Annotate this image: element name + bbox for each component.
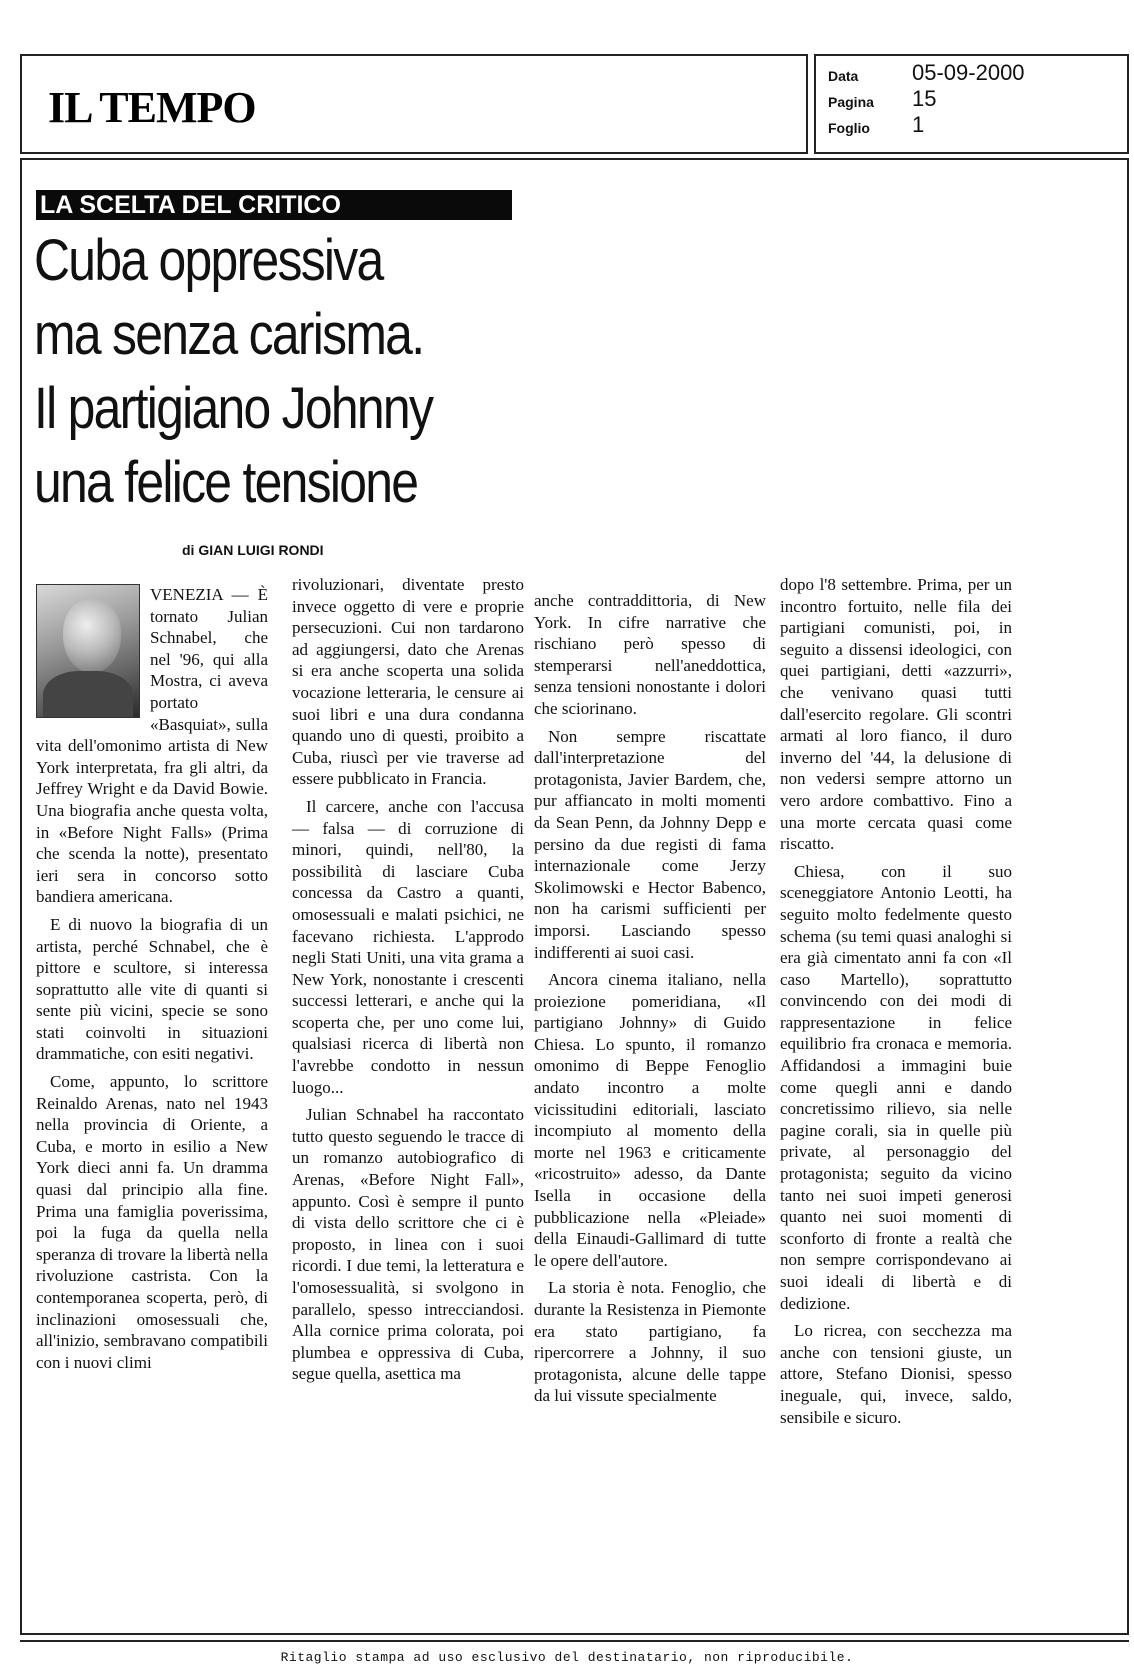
section-kicker: LA SCELTA DEL CRITICO xyxy=(36,190,512,220)
byline: di GIAN LUIGI RONDI xyxy=(182,542,324,558)
article-column-3 xyxy=(534,590,766,1413)
meta-value: 05-09-2000 xyxy=(912,60,1025,85)
paragraph: VENEZIA — È tornato Julian Schnabel, che nel '96, qui alla Mostra, ci aveva portato «Basquiat», sulla vita dell'omonimo artista di New York interpretata, fra gli altri, da Jeffrey Wright e da David Bowie. Una biografia anche questa volta, in «Before Night Falls» (Prima che scenda la notte), presentato ieri sera in concorso sotto bandiera americana. xyxy=(36,585,268,907)
article-column-1 xyxy=(36,584,268,1379)
article xyxy=(20,158,1129,1635)
meta-row-page xyxy=(828,84,1118,112)
paragraph: anche contraddittoria, di New York. In cifre narrative che rischiano però spesso di stemperarsi nell'aneddottica, senza tensioni nonostante i dolori che sciorinano. xyxy=(534,591,766,718)
portrait-head-shape xyxy=(63,599,121,673)
meta-label: Foglio xyxy=(828,120,870,136)
paragraph: Chiesa, con il suo sceneggiatore Antonio Leotti, ha seguito molto fedelmente questo schema (su temi quasi analoghi si era già cimentato anni fa con «Il caso Martello), soprattutto convincendo con dei modi di rappresentazione in felice equilibrio fra cronaca e memoria. Affidandosi a immagini buie come quegli anni e dando concretissimo rilievo, sia nelle pagine corali, sia in quelle più private, al personaggio del protagonista; seguito da vicino tanto nei suoi impeti generosi quanto nei suoi momenti di sconforto di fronte a realtà che non sempre corrispondevano ai suoi ideali di libertà e di dedizione. xyxy=(780,861,1012,1313)
paragraph: rivoluzionari, diventate presto invece oggetto di vere e proprie persecuzioni. Cui non tardarono ad aggiungersi, dato che Arenas si era anche scoperta una solida vocazione letteraria, le censure ai suoi libri e una dura condanna quando uno di questi, proibito a Cuba, riuscì per vie traverse ad essere pubblicato in Francia. xyxy=(292,575,524,789)
article-column-4 xyxy=(780,574,1012,1434)
meta-value: 1 xyxy=(912,112,925,137)
paragraph: Julian Schnabel ha raccontato tutto questo seguendo le tracce di un romanzo autobiografico di Arenas, «Before Night Fall», appunto. Così è sempre il punto di vista dello scrittore che ci è proposto, in linea con i suoi ricordi. I due temi, la letteratura e l'omosessualità, si svolgono in parallelo, spesso intrecciandosi. Alla cornice prima colorata, poi plumbea e oppressiva di Cuba, segue quella, asettica ma xyxy=(292,1105,524,1384)
paragraph: Il carcere, anche con l'accusa — falsa — di corruzione di minori, quindi, nell'80, la possibilità di lasciare Cuba concessa da Castro a quanti, omosessuali e malati psichici, ne facevano richiesta. L'approdo negli Stati Uniti, una vita grama a New York, nonostante i crescenti successi letterari, e anche qui la scoperta che, per uno come lui, qualsiasi ricerca di libertà non l'avrebbe condotto in nessun luogo... xyxy=(292,796,524,1097)
paragraph: La storia è nota. Fenoglio, che durante la Resistenza in Piemonte era stato partigiano, fa ripercorrere a Johnny, il suo protagonista, alcune delle tappe da lui vissute specialmente xyxy=(534,1278,766,1406)
article-column-2 xyxy=(292,574,524,1391)
masthead-box xyxy=(20,54,808,154)
clipping-disclaimer: Ritaglio stampa ad uso esclusivo del destinatario, non riproducibile. xyxy=(280,1650,854,1665)
portrait-body-shape xyxy=(43,671,133,718)
paragraph: E di nuovo la biografia di un artista, perché Schnabel, che è pittore e scultore, si interessa soprattutto alle vite di quanti si sente più vicini, specie se sono stati coinvolti in situazioni drammatiche, con esiti negativi. xyxy=(36,914,268,1064)
headline-line: Il partigiano Johnny xyxy=(34,376,433,441)
paragraph: Come, appunto, lo scrittore Reinaldo Arenas, nato nel 1943 nella provincia di Oriente, a Cuba, e morto in esilio a New York dieci anni fa. Un dramma quasi dal principio alla fine. Prima una famiglia poverissima, poi la fuga da quella nella speranza di trovare la libertà nella rivoluzione castrista. Con la contemporanea scoperta, però, di inclinazioni omosessuali che, all'inizio, sembravano compatibili con i nuovi climi xyxy=(36,1072,268,1372)
headline xyxy=(34,224,516,520)
paragraph: Ancora cinema italiano, nella proiezione pomeridiana, «Il partigiano Johnny» di Guido Chiesa. Lo spunto, il romanzo omonimo di Beppe Fenoglio andato incontro a molte vicissitudini editoriali, lasciato incompiuto al momento della morte nel 1963 e criticamente «ricostruito» adesso, da Dante Isella in occasione della pubblicazione nella «Pleiade» della Einaudi-Gallimard di tutte le opere dell'autore. xyxy=(534,970,766,1270)
headline-line: ma senza carisma. xyxy=(34,302,424,367)
meta-label: Data xyxy=(828,68,859,84)
meta-value: 15 xyxy=(912,86,937,111)
newspaper-masthead: IL TEMPO xyxy=(48,83,256,132)
clipping-meta-box xyxy=(814,54,1129,154)
headline-line: Cuba oppressiva xyxy=(34,228,383,293)
footer-divider xyxy=(20,1640,1129,1642)
meta-label: Pagina xyxy=(828,94,874,110)
headline-line: una felice tensione xyxy=(34,450,418,515)
paragraph: Non sempre riscattate dall'interpretazione del protagonista, Javier Bardem, che, pur affiancato in molti momenti da Sean Penn, da Johnny Depp e persino da due registi di fama internazionale come Jerzy Skolimowski e Hector Babenco, non ha carismi sufficienti per imporsi. Lasciando spesso indifferenti ai suoi casi. xyxy=(534,726,766,962)
paragraph: Lo ricrea, con secchezza ma anche con tensioni giuste, un attore, Stefano Dionisi, spesso ineguale, qui, invece, saldo, sensibile e sicuro. xyxy=(780,1321,1012,1427)
author-portrait-photo xyxy=(36,584,140,718)
meta-row-sheet xyxy=(828,110,1118,138)
meta-row-date xyxy=(828,58,1118,86)
paragraph: dopo l'8 settembre. Prima, per un incontro fortuito, nelle fila dei partigiani comunisti, poi, in seguito a dissensi ideologici, con quei partigiani, detti «azzurri», che venivano quasi tutti dall'esercito regolare. Gli scontri armati al loro fianco, il duro inverno del '44, la delusione di non vedersi sempre attorno un vero ardore combattivo. Fino a una morte cercata quasi come riscatto. xyxy=(780,575,1012,854)
